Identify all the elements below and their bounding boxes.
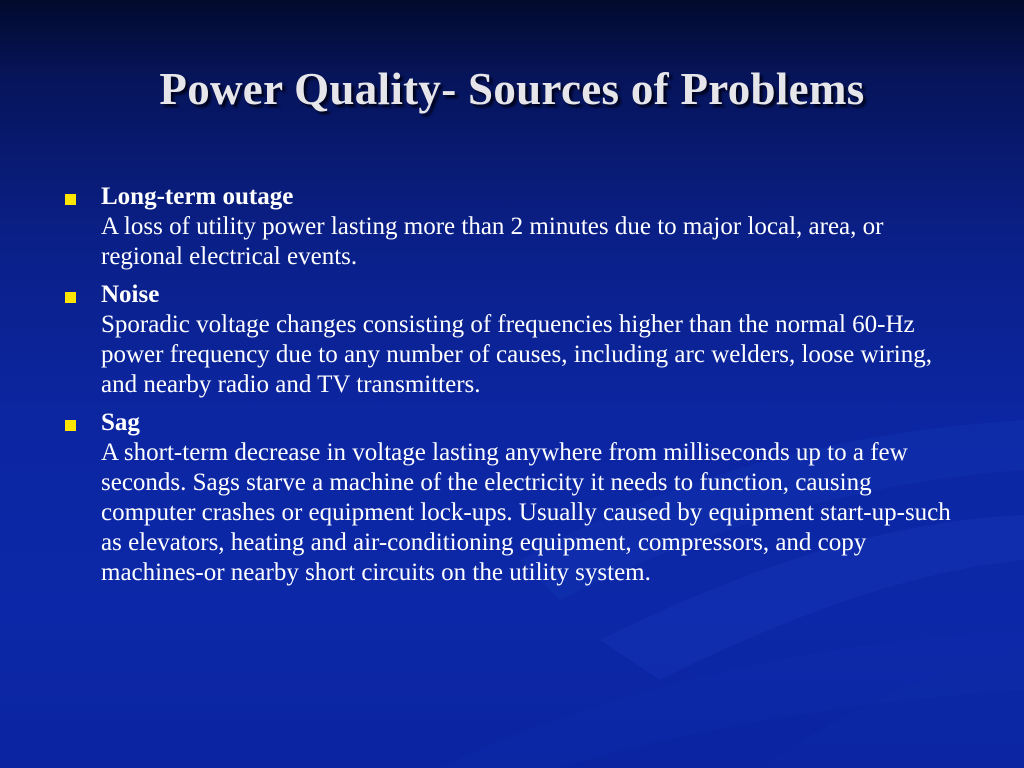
bullet-list	[60, 182, 965, 596]
bullet-item	[60, 408, 965, 588]
slide-title: Power Quality- Sources of Problems	[159, 64, 865, 114]
square-bullet-icon	[65, 420, 76, 431]
bullet-description: A loss of utility power lasting more than 2 minutes due to major local, area, or regional electrical events.	[101, 213, 884, 270]
bullet-term: Long-term outage	[101, 183, 294, 210]
bullet-description: A short-term decrease in voltage lasting anywhere from milliseconds up to a few seconds. Sags starve a machine of the electricity it needs to function, causing computer crashes or equipment lock-ups. Usually caused by equipment start-up-such as elevators, heating and air-conditioning equipment, compressors, and copy machines-or nearby short circuits on the utility system.	[101, 439, 951, 586]
square-bullet-icon	[65, 292, 76, 303]
square-bullet-icon	[65, 194, 76, 205]
bullet-item	[60, 280, 965, 400]
bullet-item	[60, 182, 965, 272]
bullet-term: Sag	[101, 409, 140, 436]
bullet-description: Sporadic voltage changes consisting of frequencies higher than the normal 60-Hz power frequency due to any number of causes, including arc welders, loose wiring, and nearby radio and TV transmitters.	[101, 311, 932, 398]
bullet-term: Noise	[101, 281, 160, 308]
